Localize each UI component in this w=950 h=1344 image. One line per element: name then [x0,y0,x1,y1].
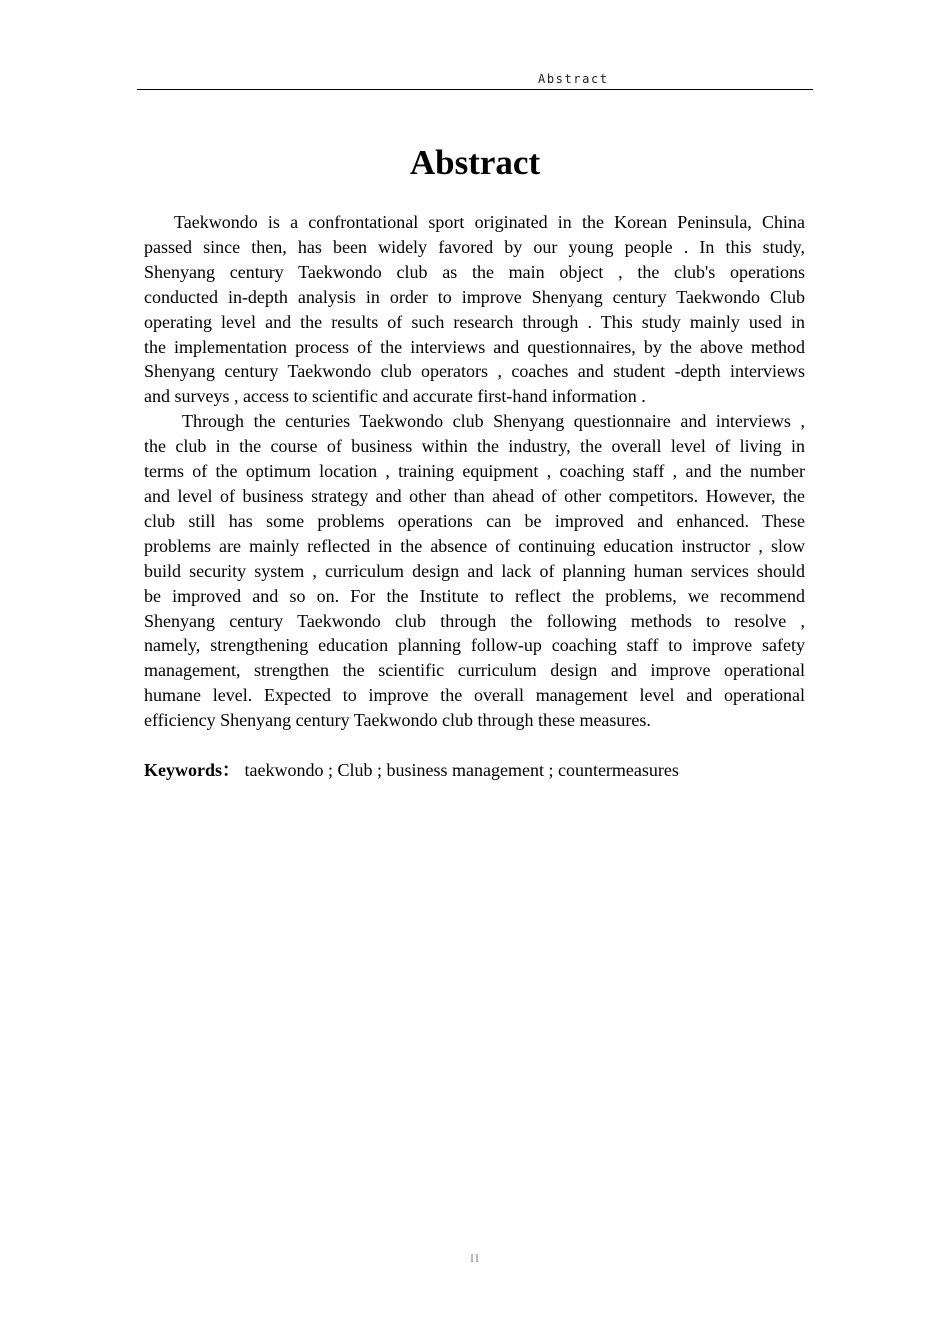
text-line: terms of the optimum location , training equipment , coaching staff , and the number [144,461,805,482]
text-line: the implementation process of the interviews and questionnaires, by the above method [144,336,805,357]
abstract-body [144,210,805,733]
text-line: humane level. Expected to improve the overall management level and operational [144,685,805,706]
text-line: Shenyang century Taekwondo club as the main object , the club's operations [144,261,805,282]
text-line: efficiency Shenyang century Taekwondo club through these measures. [144,710,651,731]
page-title: Abstract [409,143,541,182]
text-line: and surveys , access to scientific and accurate first-hand information . [144,386,646,407]
text-line: Shenyang century Taekwondo club through the following methods to resolve , [144,610,805,631]
text-line: passed since then, has been widely favored by our young people . In this study, [144,236,805,257]
text-line: Taekwondo is a confrontational sport originated in the Korean Peninsula, China [174,212,805,232]
text-line: management, strengthen the scientific curriculum design and improve operational [144,660,805,681]
text-line: problems are mainly reflected in the absence of continuing education instructor , slow [144,535,805,556]
keywords [144,758,679,783]
page-number: II [470,1251,480,1265]
header-rule [137,89,813,90]
text-line: club still has some problems operations can be improved and enhanced. These [144,510,805,531]
paragraph-1 [144,210,805,409]
text-line: build security system , curriculum design and lack of planning human services should [144,560,805,581]
text-line: Shenyang century Taekwondo club operators , coaches and student -depth interviews [144,361,805,382]
keywords-value: taekwondo ; Club ; business management ; countermeasures [244,760,679,780]
keywords-label: Keywords： [144,760,240,780]
text-line: namely, strengthening education planning follow-up coaching staff to improve safety [144,635,805,656]
running-header: Abstract [538,72,609,86]
text-line: be improved and so on. For the Institute to reflect the problems, we recommend [144,585,805,606]
text-line: the club in the course of business within the industry, the overall level of living in [144,436,805,457]
text-line: and level of business strategy and other than ahead of other competitors. However, the [144,485,805,506]
text-line: conducted in-depth analysis in order to improve Shenyang century Taekwondo Club [144,286,805,307]
text-line: Through the centuries Taekwondo club Shenyang questionnaire and interviews , [182,411,805,432]
text-line: operating level and the results of such research through . This study mainly used in [144,311,805,332]
paragraph-2 [144,409,805,733]
